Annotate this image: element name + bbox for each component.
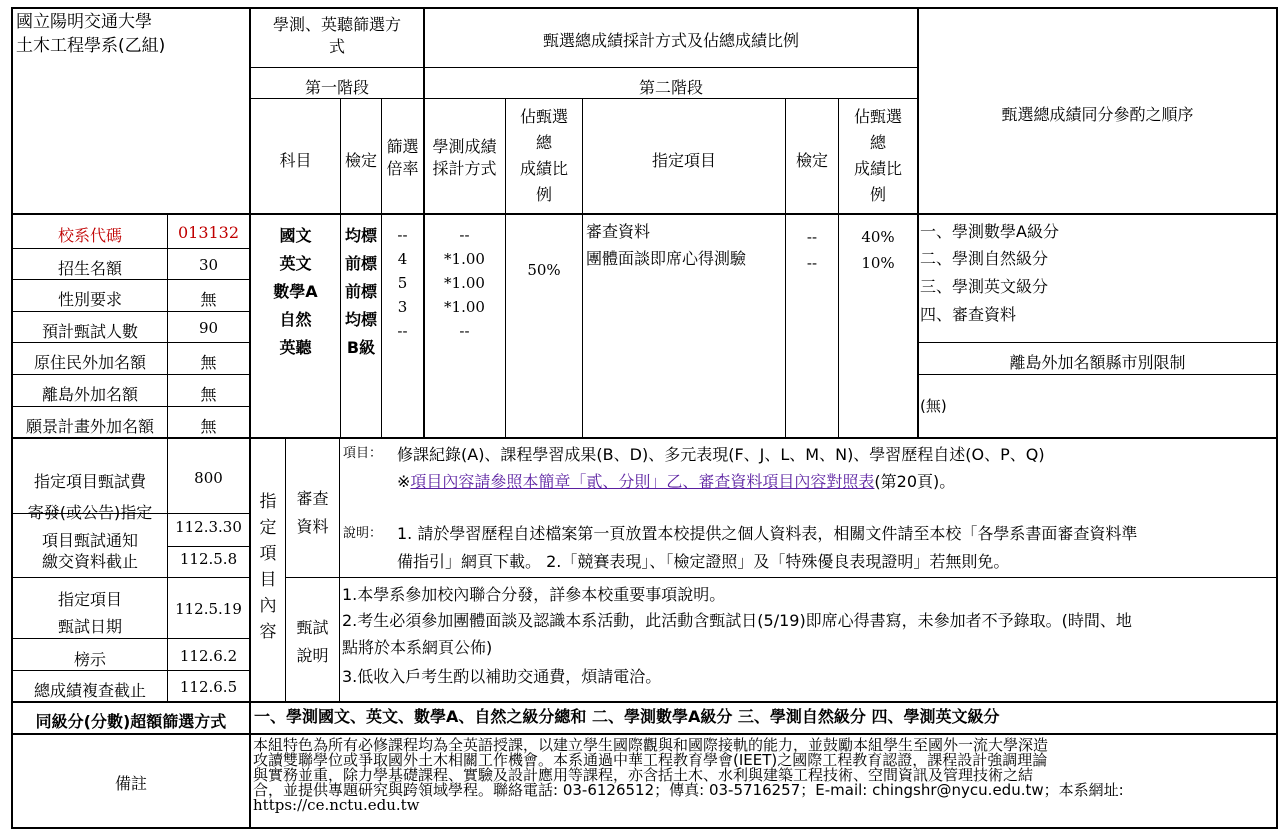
tie-order-2: 二、學測自然級分 [920, 249, 1049, 268]
gender-value: 無 [200, 290, 217, 309]
check-item: B級 [346, 338, 376, 357]
subject-item: 英文 [279, 254, 312, 273]
col-gsat-method-line: 學測成績 [432, 137, 497, 156]
col-ratio-line: 倍率 [386, 159, 419, 178]
code-value: 013132 [177, 223, 240, 242]
result-label: 榜示 [73, 650, 106, 669]
vertical-char: 內 [259, 596, 277, 616]
ratio-item: -- [397, 226, 408, 244]
tie-order-1: 一、學測數學A級分 [920, 222, 1059, 241]
gender-label: 性別要求 [57, 290, 122, 309]
col-check: 檢定 [344, 151, 377, 170]
tie-order-3: 三、學測英文級分 [920, 277, 1049, 296]
tie-screen-value: 一、學測國文、英文、數學A、自然之級分總和 二、學測數學A級分 三、學測自然級分 四、學測英文級分 [254, 707, 1000, 726]
exam-title-line: 說明 [296, 646, 329, 665]
col-items: 指定項目 [651, 151, 716, 170]
vertical-char: 項 [259, 544, 277, 564]
exam-label-b: 甄試日期 [57, 617, 122, 636]
tie-screen-label: 同級分(分數)超額篩選方式 [35, 712, 227, 731]
review-title [286, 485, 339, 541]
gsat-method-item: *1.00 [444, 274, 485, 292]
review-deadline-label: 總成績複查截止 [33, 681, 146, 700]
department-name: 土木工程學系(乙組) [16, 36, 166, 56]
col-subject: 科目 [279, 151, 312, 170]
vertical-char: 指 [259, 492, 277, 512]
tie-order-4: 四、審查資料 [920, 305, 1017, 324]
notice-label-a: 寄發(或公告)指定 [27, 503, 153, 522]
subject-item: 國文 [279, 226, 312, 245]
remarks-line: 與實務並重，除力學基礎課程、實驗及設計應用等課程，亦含括土木、水利與建築工程技術、空間資訊及管理技術之結 [253, 766, 1034, 784]
ratio-item: 4 [397, 250, 408, 268]
designated-vertical-title [251, 489, 285, 645]
gsat-method-item: *1.00 [444, 250, 485, 268]
col-weight2-line: 佔甄選 [853, 107, 902, 126]
quota-label: 招生名額 [57, 259, 122, 278]
review-note-suffix: (第20頁)。 [874, 472, 956, 491]
item-check: -- [806, 254, 818, 272]
aboriginal-value: 無 [200, 353, 217, 372]
col-check2: 檢定 [795, 151, 828, 170]
exam-title-line: 甄試 [296, 618, 329, 637]
exam-note-3: 3.低收入戶考生酌以補助交通費，煩請電洽。 [342, 667, 662, 686]
item-weight: 10% [861, 254, 895, 272]
notice-label-b: 項目甄試通知 [41, 531, 138, 550]
col-weight1-line: 成績比 [519, 159, 568, 178]
stage1-subjects [251, 222, 340, 362]
remarks-label: 備註 [114, 774, 147, 793]
interview-value: 90 [198, 319, 219, 337]
item-review: 審查資料 [586, 222, 651, 241]
stage2-title: 第二階段 [638, 78, 703, 97]
ratio-item: 3 [397, 298, 408, 316]
gsat-method-item: -- [459, 322, 470, 340]
exam-note-2a: 2.考生必須參加團體面談及認識本系活動，此活動含甄試日(5/19)即席心得書寫，未參加者不予錄取。(時間、地 [342, 611, 1132, 630]
fee-label: 指定項目甄試費 [33, 472, 146, 491]
stage1-ratios [382, 223, 423, 343]
remarks-line: https://ce.nctu.edu.tw [253, 796, 420, 814]
review-items-link[interactable]: 項目內容請參照本簡章「貳、分則」乙、審查資料項目內容對照表 [410, 472, 875, 491]
col-gsat-method-line: 採計方式 [432, 159, 497, 178]
item-check: -- [806, 228, 818, 246]
island-value: 無 [200, 385, 217, 404]
school-name: 國立陽明交通大學 [16, 12, 152, 32]
remarks-line: 攻讀雙聯學位或爭取國外土木相關工作機會。本系通過中華工程教育學會(IEET)之國際工程教育認證，課程設計強調理論 [253, 751, 1048, 769]
vision-label: 願景計畫外加名額 [25, 417, 154, 436]
island-limit-value: (無) [920, 397, 947, 415]
remarks-line: 合，並提供專題研究與跨領域學程。聯絡電話: 03-6126512；傳真: 03-5716257；E-mail: chingshr@nycu.edu.tw；本系網址: [253, 781, 1124, 799]
quota-value: 30 [198, 256, 219, 274]
check-item: 前標 [344, 282, 377, 301]
remarks-body [253, 738, 1274, 813]
stage1-checks [341, 222, 381, 362]
col-ratio [382, 136, 423, 180]
stage1-title: 第一階段 [304, 78, 369, 97]
check-item: 前標 [344, 254, 377, 273]
code-label: 校系代碼 [57, 226, 122, 245]
deadline-value: 112.5.8 [179, 550, 238, 568]
remarks-line: 本組特色為所有必修課程均為全英語授課，以建立學生國際觀與和國際接軌的能力，並鼓勵本組學生至國外一流大學深造 [253, 736, 1049, 754]
col-weight2-line: 成績比 [853, 159, 902, 178]
exam-title [286, 614, 339, 670]
interview-label: 預計甄試人數 [41, 322, 138, 341]
screen-method-title-line: 式 [328, 37, 345, 56]
review-desc-2: 備指引」網頁下載。 2.「競賽表現」、「檢定證照」及「特殊優良表現證明」若無則免。 [397, 552, 1010, 571]
review-item-label: 項目： [343, 446, 383, 461]
review-desc-label: 說明： [343, 526, 383, 541]
col-weight2-line: 總 [869, 133, 886, 152]
exam-value: 112.5.19 [175, 600, 242, 618]
review-note-star: ※ [397, 472, 411, 491]
item-weight: 40% [861, 228, 895, 246]
col-weight1-line: 佔甄選 [519, 107, 568, 126]
col-weight1-line: 例 [535, 185, 552, 204]
review-item-text: 修課紀錄(A)、課程學習成果(B、D)、多元表現(F、J、L、M、N)、學習歷程自述(O、P、Q) [397, 445, 1045, 464]
col-ratio-line: 篩選 [386, 137, 419, 156]
col-weight1-line: 總 [535, 133, 552, 152]
review-note [397, 474, 955, 490]
item-interview: 團體面談即席心得測驗 [586, 249, 747, 268]
col-weight2-line: 例 [869, 185, 886, 204]
vertical-char: 容 [259, 622, 277, 642]
deadline-label: 繳交資料截止 [41, 552, 138, 571]
island-label: 離島外加名額 [41, 385, 138, 404]
island-limit-title: 離島外加名額縣市別限制 [1009, 353, 1186, 372]
screen-method-title [251, 14, 423, 58]
review-title-line: 審查 [296, 489, 329, 508]
tie-order-title: 甄選總成績同分參酌之順序 [1001, 105, 1194, 124]
item-weights [839, 224, 917, 276]
result-value: 112.6.2 [179, 647, 238, 665]
subject-item: 英聽 [279, 338, 312, 357]
vertical-char: 定 [259, 518, 277, 538]
review-deadline-value: 112.6.5 [179, 678, 238, 696]
review-title-line: 資料 [296, 517, 329, 536]
subject-item: 自然 [279, 310, 312, 329]
screen-method-title-line: 學測、英聽篩選方 [272, 15, 401, 34]
item-checks [786, 224, 838, 276]
exam-note-1: 1.本學系參加校內聯合分發，詳參本校重要事項說明。 [342, 585, 726, 604]
subject-item: 數學A [273, 282, 318, 301]
ratio-item: -- [397, 322, 408, 340]
check-item: 均標 [344, 310, 377, 329]
gsat-weight: 50% [527, 261, 561, 279]
col-weight2 [839, 104, 917, 208]
vertical-char: 目 [259, 570, 277, 590]
exam-label-a: 指定項目 [57, 590, 122, 609]
aboriginal-label: 原住民外加名額 [33, 353, 146, 372]
check-item: 均標 [344, 226, 377, 245]
ratio-item: 5 [397, 274, 408, 292]
notice-value: 112.3.30 [175, 518, 242, 536]
review-desc-1: 1. 請於學習歷程自述檔案第一頁放置本校提供之個人資料表，相關文件請至本校「各學系書面審查資料準 [397, 524, 1138, 543]
col-weight1 [506, 104, 582, 208]
vision-value: 無 [200, 417, 217, 436]
total-score-title: 甄選總成績採計方式及佔總成績比例 [542, 31, 799, 50]
gsat-method-item: -- [459, 226, 470, 244]
gsat-method-item: *1.00 [444, 298, 485, 316]
exam-note-2b: 點將於本系網頁公佈) [342, 638, 493, 657]
gsat-methods [424, 223, 505, 343]
col-gsat-method [424, 136, 505, 180]
fee-value: 800 [194, 469, 223, 487]
